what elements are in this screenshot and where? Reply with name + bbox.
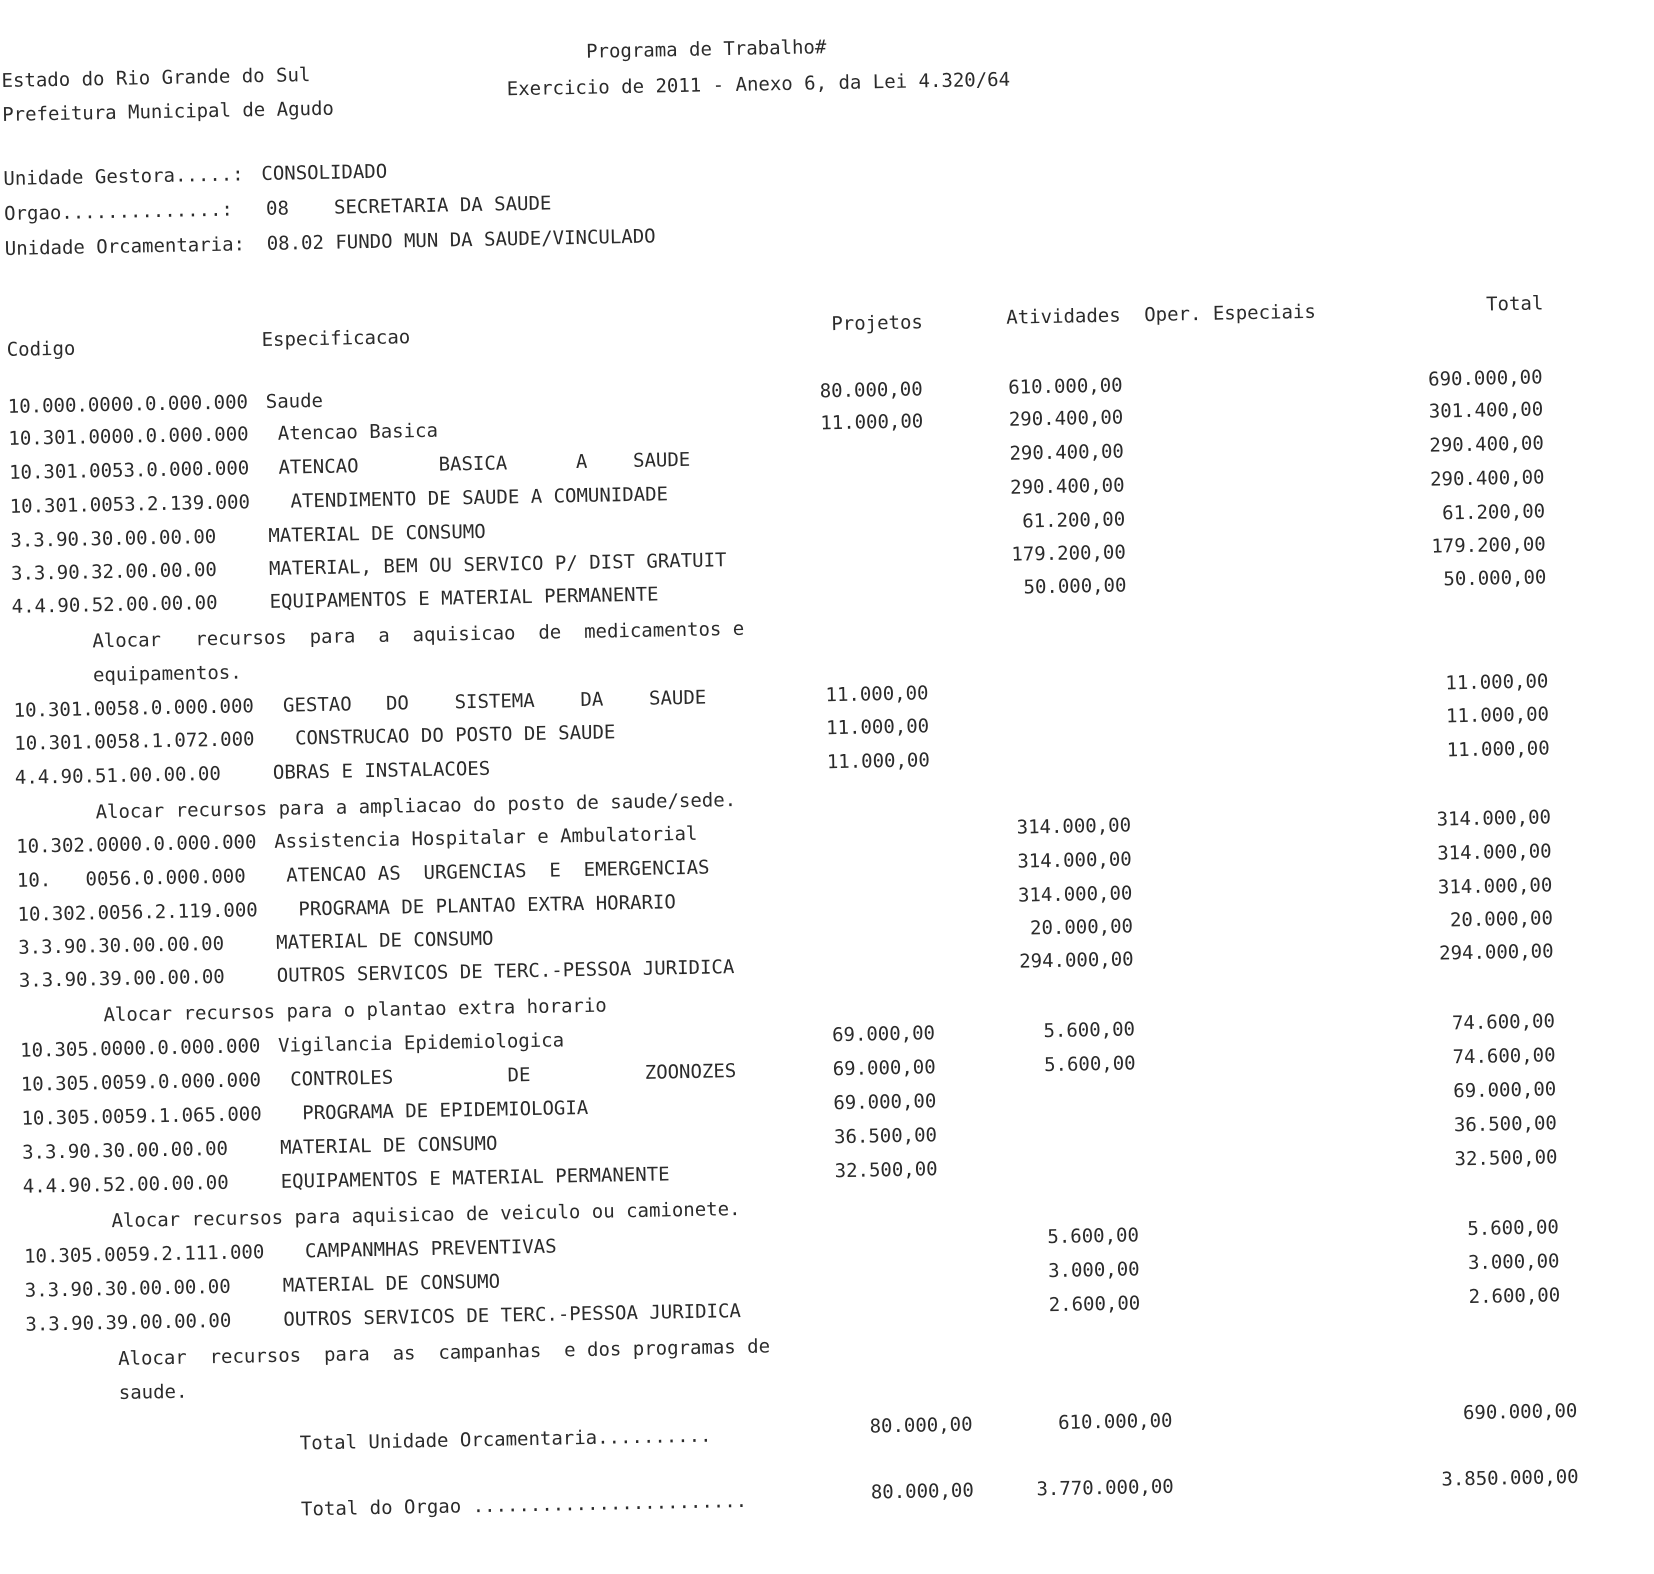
row-description: CONSTRUCAO DO POSTO DE SAUDE (272, 721, 616, 750)
row-code: 10.305.0059.1.065.000 (21, 1103, 262, 1130)
row-code: 10.301.0053.2.139.000 (9, 491, 251, 518)
row-total: 314.000,00 (1437, 874, 1553, 899)
row-total: 11.000,00 (1445, 670, 1549, 695)
column-header-oper-especiais: Oper. Especiais (1144, 300, 1317, 327)
row-total: 301.400,00 (1428, 398, 1544, 423)
total-orgao-atividades: 3.770.000,00 (1036, 1475, 1174, 1501)
unidade-orcamentaria-label: Unidade Orcamentaria: (4, 233, 246, 260)
row-description: MATERIAL DE CONSUMO (275, 927, 494, 954)
total-unidade-label: Total Unidade Orcamentaria.......... (299, 1424, 712, 1455)
row-atividades: 5.600,00 (1043, 1052, 1136, 1077)
row-projetos: 36.500,00 (833, 1124, 938, 1149)
row-description: MATERIAL DE CONSUMO (279, 1132, 498, 1159)
note-text: Alocar recursos para a aquisicao de medicamentos e (92, 617, 745, 653)
unidade-gestora-value: CONSOLIDADO (261, 160, 388, 186)
row-code: 3.3.90.30.00.00.00 (21, 1137, 229, 1164)
row-description: PROGRAMA DE EPIDEMIOLOGIA (279, 1096, 589, 1125)
row-description: OUTROS SERVICOS DE TERC.-PESSOA JURIDICA (276, 956, 735, 987)
row-description: OUTROS SERVICOS DE TERC.-PESSOA JURIDICA (283, 1300, 742, 1331)
row-description: OBRAS E INSTALACOES (272, 757, 491, 784)
orgao-name: SECRETARIA DA SAUDE (333, 192, 552, 219)
row-code: 3.3.90.30.00.00.00 (17, 932, 225, 959)
row-description: Saude (265, 389, 324, 413)
prefecture-name: Prefeitura Municipal de Agudo (1, 97, 335, 126)
row-description: Atencao Basica (266, 419, 439, 445)
row-code: 4.4.90.52.00.00.00 (11, 591, 218, 618)
row-total: 11.000,00 (1445, 703, 1550, 728)
row-total: 290.400,00 (1429, 432, 1545, 457)
row-total: 36.500,00 (1453, 1112, 1558, 1137)
exercise-title: Exercicio de 2011 - Anexo 6, da Lei 4.320/64 (506, 68, 1011, 101)
row-description: Assistencia Hospitalar e Ambulatorial (274, 822, 698, 853)
orgao-code: 08 (265, 197, 290, 220)
row-description: CAMPANMHAS PREVENTIVAS (281, 1235, 557, 1263)
program-title: Programa de Trabalho# (585, 36, 827, 63)
row-total: 50.000,00 (1443, 566, 1547, 591)
row-code: 3.3.90.32.00.00.00 (10, 558, 218, 585)
row-atividades: 2.600,00 (1048, 1292, 1141, 1317)
row-total: 179.200,00 (1431, 533, 1546, 558)
row-description: MATERIAL, BEM OU SERVICO P/ DIST GRATUIT (268, 549, 727, 580)
row-code: 3.3.90.39.00.00.00 (25, 1309, 232, 1336)
row-total: 61.200,00 (1441, 500, 1546, 525)
row-atividades: 290.400,00 (1009, 440, 1125, 465)
row-projetos: 11.000,00 (825, 715, 930, 740)
row-code: 10.301.0058.1.072.000 (14, 728, 255, 755)
row-atividades: 314.000,00 (1017, 882, 1133, 907)
row-atividades: 290.400,00 (1009, 474, 1125, 499)
row-code: 4.4.90.52.00.00.00 (22, 1171, 229, 1198)
row-description: ATENDIMENTO DE SAUDE A COMUNIDADE (267, 483, 669, 513)
row-code: 10.305.0059.0.000.000 (20, 1069, 262, 1096)
column-header-projetos: Projetos (831, 311, 924, 336)
row-total: 2.600,00 (1468, 1284, 1561, 1309)
row-total: 3.000,00 (1467, 1250, 1560, 1275)
row-total: 74.600,00 (1452, 1044, 1556, 1069)
column-header-total: Total (1485, 292, 1544, 316)
row-atividades: 294.000,00 (1019, 948, 1134, 973)
row-code: 10.301.0058.0.000.000 (13, 695, 255, 722)
row-total: 314.000,00 (1436, 806, 1552, 831)
row-code: 3.3.90.39.00.00.00 (18, 965, 225, 992)
row-description: GESTAO DO SISTEMA DA SAUDE (271, 686, 707, 717)
row-atividades: 3.000,00 (1047, 1258, 1140, 1283)
orgao-label: Orgao..............: (3, 198, 234, 225)
row-projetos: 69.000,00 (833, 1090, 937, 1115)
row-description: MATERIAL DE CONSUMO (268, 520, 486, 547)
row-total: 74.600,00 (1451, 1010, 1556, 1035)
row-description: ATENCAO AS URGENCIAS E EMERGENCIAS (274, 856, 710, 887)
row-code: 10.305.0000.0.000.000 (19, 1035, 261, 1062)
row-code: 10.000.0000.0.000.000 (7, 391, 249, 418)
note-text: equipamentos. (92, 661, 242, 687)
row-description: EQUIPAMENTOS E MATERIAL PERMANENTE (269, 583, 659, 613)
row-total: 5.600,00 (1467, 1216, 1560, 1241)
column-header-atividades: Atividades (1006, 304, 1121, 329)
total-orgao-total: 3.850.000,00 (1441, 1465, 1579, 1491)
row-code: 3.3.90.30.00.00.00 (24, 1275, 231, 1302)
row-description: PROGRAMA DE PLANTAO EXTRA HORARIO (275, 891, 677, 921)
row-total: 32.500,00 (1454, 1146, 1558, 1171)
total-orgao-projetos: 80.000,00 (870, 1479, 975, 1504)
row-code: 10.301.0053.0.000.000 (8, 457, 250, 484)
row-total: 290.400,00 (1429, 466, 1545, 491)
row-total: 69.000,00 (1453, 1078, 1557, 1103)
row-description: CONTROLES DE ZOONOZES (278, 1060, 737, 1091)
row-code: 10.305.0059.2.111.000 (23, 1241, 265, 1268)
note-text: Alocar recursos para as campanhas e dos programas de (117, 1335, 771, 1370)
row-code: 4.4.90.51.00.00.00 (14, 762, 222, 789)
row-atividades: 20.000,00 (1029, 915, 1134, 940)
state-name: Estado do Rio Grande do Sul (1, 64, 311, 92)
row-description: MATERIAL DE CONSUMO (282, 1270, 501, 1297)
row-atividades: 290.400,00 (1008, 406, 1124, 431)
row-projetos: 69.000,00 (832, 1056, 936, 1081)
note-text: Alocar recursos para aquisicao de veiculo ou camionete. (111, 1198, 741, 1233)
total-unidade-atividades: 610.000,00 (1057, 1409, 1173, 1434)
total-unidade-projetos: 80.000,00 (869, 1413, 973, 1438)
total-orgao-label: Total do Orgao ........................ (300, 1489, 748, 1521)
row-code: 10.301.0000.0.000.000 (8, 423, 249, 450)
row-total: 690.000,00 (1427, 366, 1543, 391)
row-projetos: 11.000,00 (820, 410, 924, 435)
row-projetos: 69.000,00 (831, 1022, 936, 1047)
row-projetos (784, 1228, 939, 1231)
row-atividades: 50.000,00 (1023, 574, 1127, 599)
row-projetos: 80.000,00 (819, 378, 923, 403)
row-total: 11.000,00 (1446, 737, 1550, 762)
row-projetos: 11.000,00 (825, 682, 929, 707)
row-atividades: 610.000,00 (1008, 374, 1123, 399)
row-atividades (973, 678, 1128, 681)
note-text: saude. (118, 1380, 188, 1404)
row-total: 314.000,00 (1437, 840, 1552, 865)
row-code: 10.302.0056.2.119.000 (17, 899, 258, 926)
row-description: Vigilancia Epidemiologica (277, 1029, 565, 1057)
row-projetos: 11.000,00 (826, 749, 930, 774)
total-unidade-total: 690.000,00 (1462, 1399, 1578, 1425)
row-atividades: 314.000,00 (1017, 848, 1132, 873)
row-projetos: 32.500,00 (834, 1158, 938, 1183)
row-atividades: 179.200,00 (1011, 541, 1127, 566)
row-code: 3.3.90.30.00.00.00 (10, 525, 217, 552)
row-projetos (776, 818, 931, 821)
row-code: 10.302.0000.0.000.000 (16, 831, 257, 858)
note-text: Alocar recursos para a ampliacao do posto de saude/sede. (95, 789, 737, 824)
unidade-gestora-label: Unidade Gestora.....: (3, 163, 244, 190)
row-total: 20.000,00 (1449, 907, 1554, 932)
column-header-codigo: Codigo (6, 337, 76, 361)
row-code: 10. 0056.0.000.000 (16, 865, 246, 892)
row-atividades: 5.600,00 (1047, 1224, 1140, 1249)
row-total: 294.000,00 (1438, 940, 1554, 965)
row-description: EQUIPAMENTOS E MATERIAL PERMANENTE (280, 1163, 670, 1193)
column-header-especificacao: Especificacao (261, 326, 411, 352)
row-atividades: 61.200,00 (1022, 508, 1126, 533)
row-atividades: 314.000,00 (1016, 814, 1132, 839)
row-description: ATENCAO BASICA A SAUDE (266, 448, 691, 479)
note-text: Alocar recursos para o plantao extra horario (103, 994, 607, 1027)
row-atividades: 5.600,00 (1043, 1018, 1136, 1043)
unidade-orcamentaria-value: 08.02 FUNDO MUN DA SAUDE/VINCULADO (266, 225, 656, 255)
